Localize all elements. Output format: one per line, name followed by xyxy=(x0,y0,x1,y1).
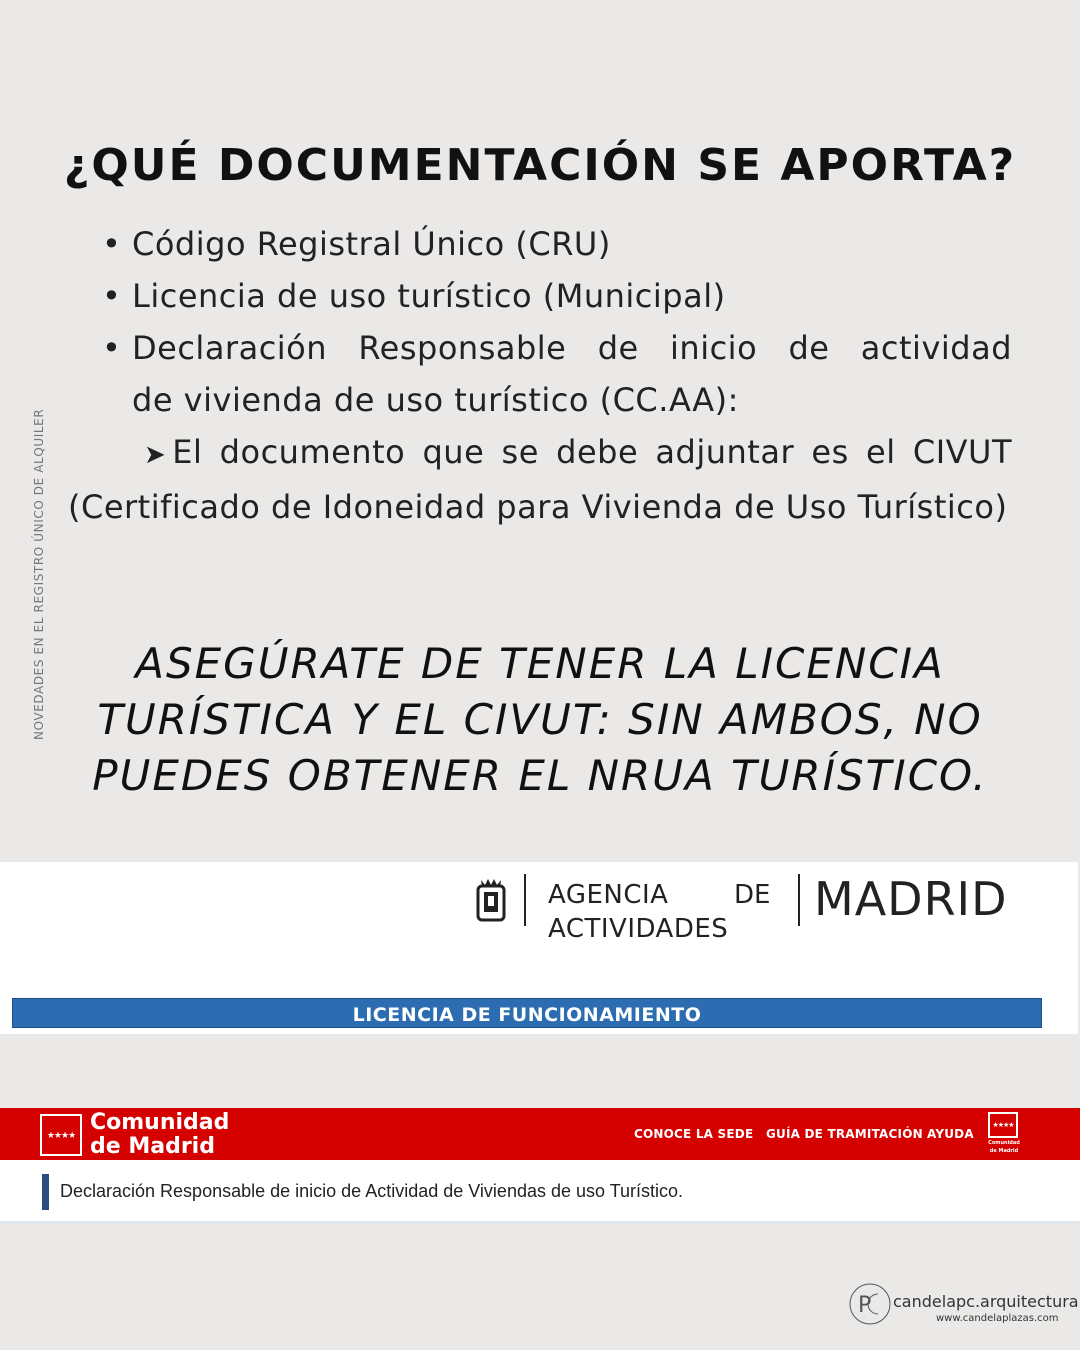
brand-name: candelapc.arquitectura xyxy=(893,1292,1079,1311)
list-item-text: Código Registral Único (CRU) xyxy=(132,225,611,263)
arrow-right-icon: ➤ xyxy=(144,440,167,470)
comunidad-mini-logo[interactable] xyxy=(988,1112,1020,1156)
list-item-text: Licencia de uso turístico (Municipal) xyxy=(132,277,726,315)
agencia-label: AGENCIA xyxy=(548,880,669,910)
bullet-icon: • xyxy=(102,225,122,263)
civut-note-text: El documento que se debe adjuntar es el CIVUT (Certificado de Idoneidad para Vivienda de Uso Turístico) xyxy=(68,433,1012,526)
svg-text:P: P xyxy=(858,1293,872,1318)
stars-icon: ★★★★ xyxy=(988,1112,1018,1138)
accent-bar xyxy=(42,1174,49,1210)
candelapc-logo-icon xyxy=(848,1282,892,1326)
list-item xyxy=(100,270,1012,322)
nav-conoce-la-sede[interactable]: CONOCE LA SEDE xyxy=(634,1127,754,1141)
comunidad-name[interactable]: de Madrid xyxy=(90,1134,215,1159)
warning-line: ASEGÚRATE DE TENER LA LICENCIA xyxy=(135,639,945,688)
agencia-de-label: DE xyxy=(734,880,771,910)
declaration-title: Declaración Responsable de inicio de Actividad de Viviendas de uso Turístico. xyxy=(60,1181,684,1201)
document-list xyxy=(100,218,1012,426)
bullet-icon: • xyxy=(102,277,122,315)
madrid-logo-text: MADRID xyxy=(814,872,1008,926)
mini-logo-label: Comunidad xyxy=(988,1140,1020,1146)
list-item-continuation xyxy=(100,374,1012,426)
warning-line: TURÍSTICA Y EL CIVUT: SIN AMBOS, NO xyxy=(97,695,983,744)
side-label: NOVEDADES EN EL REGISTRO ÚNICO DE ALQUILER xyxy=(32,408,46,740)
list-item xyxy=(100,322,1012,374)
list-item-text: de vivienda de uso turístico (CC.AA): xyxy=(132,381,739,419)
actividades-label: ACTIVIDADES xyxy=(548,914,729,944)
warning-line: PUEDES OBTENER EL NRUA TURÍSTICO. xyxy=(92,751,988,800)
civut-note xyxy=(68,426,1012,533)
page-title: ¿QUÉ DOCUMENTACIÓN SE APORTA? xyxy=(63,140,1017,191)
divider xyxy=(798,874,800,926)
comunidad-stars-icon[interactable]: ★★★★ xyxy=(40,1114,82,1156)
madrid-crest-icon xyxy=(476,876,506,924)
divider xyxy=(524,874,526,926)
list-item-text: Declaración Responsable de inicio de actividad xyxy=(132,329,1012,367)
bullet-icon: • xyxy=(102,329,122,367)
warning-message xyxy=(60,636,1020,804)
brand-url[interactable]: www.candelaplazas.com xyxy=(936,1313,1059,1324)
mini-logo-label: de Madrid xyxy=(989,1148,1019,1154)
licencia-banner: LICENCIA DE FUNCIONAMIENTO xyxy=(12,998,1042,1028)
list-item xyxy=(100,218,1012,270)
nav-guia-tramitacion[interactable]: GUÍA DE TRAMITACIÓN xyxy=(766,1127,923,1141)
nav-ayuda[interactable]: AYUDA xyxy=(927,1127,974,1141)
comunidad-name[interactable]: Comunidad xyxy=(90,1110,230,1135)
